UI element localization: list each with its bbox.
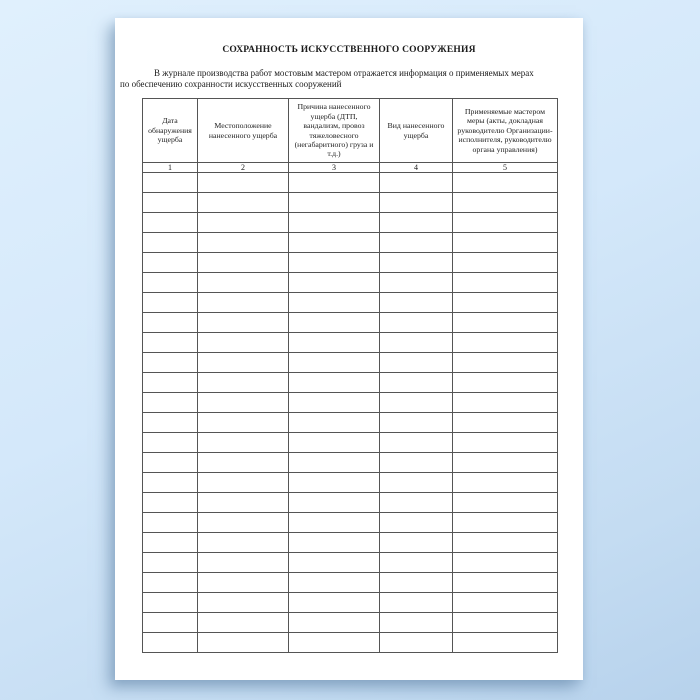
empty-cell [198,273,289,293]
table-header [143,99,558,173]
empty-cell [289,333,380,353]
empty-cell [289,373,380,393]
empty-cell [453,553,558,573]
empty-row [143,213,558,233]
empty-cell [453,273,558,293]
empty-cell [380,193,453,213]
intro-line-1: В журнале производства работ мостовым мастером отражается информация о применяемых мерах [154,68,534,78]
empty-cell [453,373,558,393]
empty-cell [143,333,198,353]
empty-cell [289,413,380,433]
empty-cell [380,253,453,273]
intro-paragraph [120,68,557,90]
empty-cell [143,433,198,453]
empty-cell [453,293,558,313]
empty-row [143,273,558,293]
empty-cell [380,393,453,413]
empty-cell [143,553,198,573]
empty-cell [198,533,289,553]
empty-cell [198,313,289,333]
empty-cell [143,513,198,533]
column-header-measures-taken: Применяемые мастером меры (акты, докладная руководителю Организации-исполнителя, руководителю органа управления) [453,99,558,163]
empty-cell [453,633,558,653]
empty-row [143,413,558,433]
empty-cell [289,613,380,633]
empty-cell [289,553,380,573]
empty-cell [453,313,558,333]
empty-cell [453,433,558,453]
empty-cell [380,533,453,553]
empty-cell [143,453,198,473]
empty-cell [143,213,198,233]
empty-cell [289,493,380,513]
empty-cell [380,493,453,513]
column-number-3: 3 [289,163,380,173]
empty-cell [453,473,558,493]
empty-cell [380,293,453,313]
empty-row [143,593,558,613]
empty-cell [198,193,289,213]
empty-cell [289,193,380,213]
empty-cell [143,393,198,413]
column-number-5: 5 [453,163,558,173]
empty-cell [289,353,380,373]
column-number-2: 2 [198,163,289,173]
empty-cell [453,193,558,213]
empty-cell [289,433,380,453]
empty-cell [380,413,453,433]
empty-cell [198,633,289,653]
empty-cell [380,213,453,233]
empty-cell [143,633,198,653]
damage-log-table [142,98,558,653]
empty-cell [143,293,198,313]
empty-cell [198,433,289,453]
column-numbers-row [143,163,558,173]
empty-cell [380,173,453,193]
empty-row [143,313,558,333]
empty-cell [289,513,380,533]
column-header-damage-date: Дата обнаружения ущерба [143,99,198,163]
empty-cell [198,253,289,273]
empty-row [143,553,558,573]
empty-cell [289,573,380,593]
empty-cell [198,513,289,533]
empty-cell [198,573,289,593]
table-body [143,173,558,653]
empty-cell [198,613,289,633]
empty-cell [289,533,380,553]
empty-cell [143,573,198,593]
empty-row [143,493,558,513]
empty-cell [143,613,198,633]
empty-cell [198,233,289,253]
empty-row [143,573,558,593]
empty-cell [143,173,198,193]
empty-cell [198,593,289,613]
empty-cell [143,493,198,513]
empty-cell [289,293,380,313]
empty-cell [198,453,289,473]
empty-cell [289,393,380,413]
empty-cell [143,193,198,213]
column-number-1: 1 [143,163,198,173]
empty-cell [143,353,198,373]
empty-row [143,193,558,213]
empty-cell [453,573,558,593]
empty-cell [198,473,289,493]
empty-cell [453,493,558,513]
header-row [143,99,558,163]
empty-cell [380,333,453,353]
empty-cell [143,533,198,553]
empty-cell [453,613,558,633]
empty-row [143,633,558,653]
empty-row [143,333,558,353]
empty-row [143,453,558,473]
empty-cell [289,273,380,293]
empty-cell [380,433,453,453]
empty-cell [198,493,289,513]
empty-row [143,473,558,493]
empty-cell [380,453,453,473]
empty-cell [289,313,380,333]
empty-row [143,613,558,633]
document-page [115,18,583,680]
document-title: СОХРАННОСТЬ ИСКУССТВЕННОГО СООРУЖЕНИЯ [222,45,476,55]
empty-row [143,293,558,313]
empty-cell [380,353,453,373]
empty-cell [380,513,453,533]
empty-cell [380,273,453,293]
empty-cell [198,413,289,433]
empty-row [143,233,558,253]
empty-cell [453,393,558,413]
empty-cell [289,213,380,233]
empty-row [143,173,558,193]
empty-cell [453,513,558,533]
empty-row [143,513,558,533]
empty-row [143,433,558,453]
empty-cell [380,313,453,333]
empty-cell [143,473,198,493]
empty-cell [453,413,558,433]
column-number-4: 4 [380,163,453,173]
empty-cell [453,233,558,253]
column-header-damage-cause: Причина нанесенного ущерба (ДТП, вандализм, провоз тяжеловесного (негабаритного) груза и т.д.) [289,99,380,163]
empty-cell [198,373,289,393]
empty-cell [198,353,289,373]
column-header-damage-type: Вид нанесенного ущерба [380,99,453,163]
empty-cell [453,453,558,473]
empty-cell [143,593,198,613]
empty-cell [143,233,198,253]
empty-cell [380,233,453,253]
empty-cell [289,173,380,193]
empty-cell [380,593,453,613]
empty-cell [143,413,198,433]
empty-cell [143,273,198,293]
empty-cell [380,633,453,653]
empty-cell [380,553,453,573]
empty-cell [289,473,380,493]
empty-row [143,253,558,273]
empty-cell [453,213,558,233]
empty-row [143,533,558,553]
empty-cell [289,453,380,473]
empty-cell [453,593,558,613]
empty-cell [380,373,453,393]
empty-cell [453,253,558,273]
empty-cell [198,553,289,573]
empty-cell [453,353,558,373]
empty-cell [198,173,289,193]
empty-cell [198,333,289,353]
intro-line-2: по обеспечению сохранности искусственных сооружений [120,79,342,89]
empty-cell [289,593,380,613]
empty-row [143,353,558,373]
empty-cell [289,233,380,253]
empty-cell [453,173,558,193]
column-header-damage-location: Местоположение нанесенного ущерба [198,99,289,163]
empty-cell [380,473,453,493]
empty-row [143,393,558,413]
empty-row [143,373,558,393]
empty-cell [143,253,198,273]
empty-cell [143,313,198,333]
empty-cell [453,533,558,553]
empty-cell [380,573,453,593]
empty-cell [453,333,558,353]
empty-cell [289,633,380,653]
empty-cell [289,253,380,273]
empty-cell [380,613,453,633]
empty-cell [198,293,289,313]
empty-cell [198,393,289,413]
empty-cell [143,373,198,393]
empty-cell [198,213,289,233]
